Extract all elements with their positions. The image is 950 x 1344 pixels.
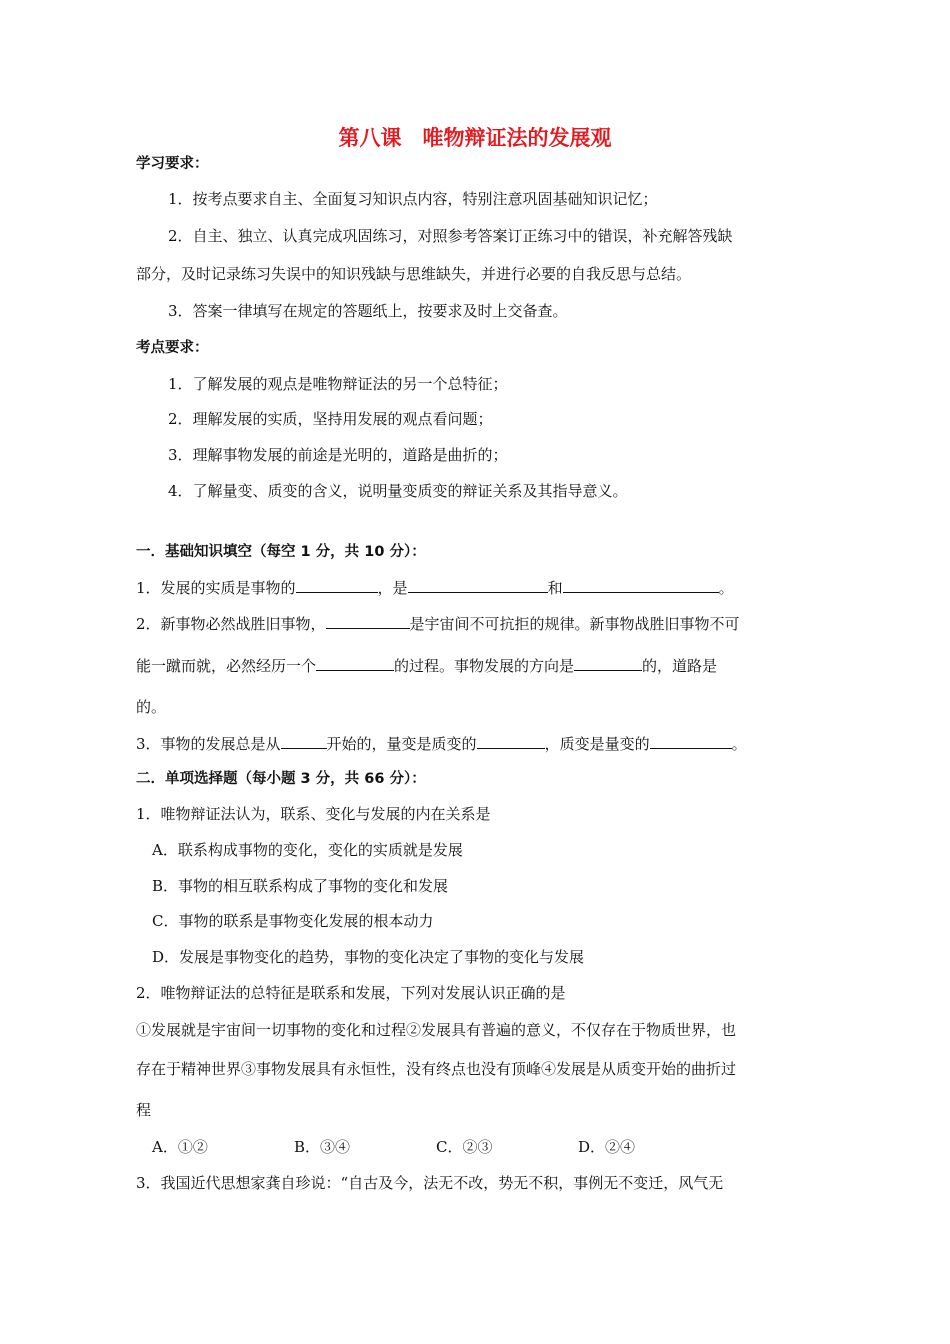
page-title: 第八课 唯物辩证法的发展观 <box>338 126 612 150</box>
mc-q2-option-c[interactable]: C．②③ <box>436 1138 493 1156</box>
study-req-item-2-cont: 部分，及时记录练习失误中的知识残缺与思维缺失，并进行必要的自我反思与总结。 <box>136 265 692 283</box>
answer-blank[interactable] <box>650 733 732 749</box>
answer-blank[interactable] <box>574 655 642 671</box>
exam-point-1: 1．了解发展的观点是唯物辩证法的另一个总特征； <box>168 375 508 393</box>
q1-text-c: 和 <box>547 579 563 597</box>
mc-q2-statements-line-2: 存在于精神世界③事物发展具有永恒性，没有终点也没有顶峰④发展是从质变开始的曲折过 <box>136 1060 737 1078</box>
q3-text-a: 3．事物的发展总是从 <box>136 735 281 753</box>
part1-heading: 一．基础知识填空（每空 1 分，共 10 分）： <box>136 544 426 560</box>
fill-question-1 <box>136 577 734 598</box>
exam-point-4: 4．了解量变、质变的含义，说明量变质变的辩证关系及其指导意义。 <box>168 482 628 500</box>
mc-q2-option-a[interactable]: A．①② <box>152 1138 208 1156</box>
q3-text-d: 。 <box>731 735 747 753</box>
q1-text-d: 。 <box>718 579 734 597</box>
q2-text-e: 的，道路是 <box>642 657 718 675</box>
mc-question-1-stem: 1．唯物辩证法认为，联系、变化与发展的内在关系是 <box>136 805 491 823</box>
answer-blank[interactable] <box>296 577 378 593</box>
exam-point-3: 3．理解事物发展的前途是光明的，道路是曲折的； <box>168 446 508 464</box>
q2-text-a: 2．新事物必然战胜旧事物， <box>136 615 326 633</box>
answer-blank[interactable] <box>563 577 719 593</box>
part2-heading: 二．单项选择题（每小题 3 分，共 66 分）： <box>136 771 426 787</box>
q3-text-b: 开始的，量变是质变的 <box>326 735 477 753</box>
q3-text-c: ，质变是量变的 <box>544 735 650 753</box>
mc-question-3-stem: 3．我国近代思想家龚自珍说：“自古及今，法无不改，势无不积，事例无不变迁，风气无 <box>136 1174 724 1192</box>
answer-blank[interactable] <box>281 733 327 749</box>
mc-q2-statements-line-1: ①发展就是宇宙间一切事物的变化和过程②发展具有普遍的意义，不仅存在于物质世界，也 <box>136 1021 737 1039</box>
fill-question-2-line-1 <box>136 613 740 634</box>
mc-q1-option-a[interactable]: A．联系构成事物的变化，变化的实质就是发展 <box>152 841 463 859</box>
q2-text-b: 是宇宙间不可抗拒的规律。新事物战胜旧事物不可 <box>409 615 740 633</box>
study-req-item-1: 1．按考点要求自主、全面复习知识点内容，特别注意巩固基础知识记忆； <box>168 190 658 208</box>
exam-points-heading: 考点要求： <box>136 340 209 356</box>
fill-question-2-line-2 <box>136 655 717 676</box>
mc-question-2-stem: 2．唯物辩证法的总特征是联系和发展，下列对发展认识正确的是 <box>136 984 566 1002</box>
answer-blank[interactable] <box>316 655 394 671</box>
fill-question-3 <box>136 733 747 754</box>
mc-q2-option-d[interactable]: D．②④ <box>578 1138 636 1156</box>
mc-q2-options <box>152 1137 720 1157</box>
study-req-item-2: 2．自主、独立、认真完成巩固练习，对照参考答案订正练习中的错误，补充解答残缺 <box>168 227 733 245</box>
fill-question-2-line-3: 的。 <box>136 698 167 716</box>
q1-text-a: 1．发展的实质是事物的 <box>136 579 296 597</box>
q1-text-b: ，是 <box>377 579 408 597</box>
exam-point-2: 2．理解发展的实质，坚持用发展的观点看问题； <box>168 410 493 428</box>
mc-q2-option-b[interactable]: B．③④ <box>294 1138 351 1156</box>
answer-blank[interactable] <box>408 577 548 593</box>
q2-text-c: 能一蹴而就，必然经历一个 <box>136 657 317 675</box>
mc-q1-option-b[interactable]: B．事物的相互联系构成了事物的变化和发展 <box>152 877 449 895</box>
q2-text-d: 的过程。事物发展的方向是 <box>394 657 575 675</box>
study-req-item-3: 3．答案一律填写在规定的答题纸上，按要求及时上交备查。 <box>168 302 568 320</box>
answer-blank[interactable] <box>326 613 410 629</box>
study-requirements-heading: 学习要求： <box>136 156 209 172</box>
answer-blank[interactable] <box>477 733 545 749</box>
mc-q1-option-d[interactable]: D．发展是事物变化的趋势，事物的变化决定了事物的变化与发展 <box>152 948 585 966</box>
mc-q2-statements-line-3: 程 <box>136 1101 152 1119</box>
mc-q1-option-c[interactable]: C．事物的联系是事物变化发展的根本动力 <box>152 912 434 930</box>
